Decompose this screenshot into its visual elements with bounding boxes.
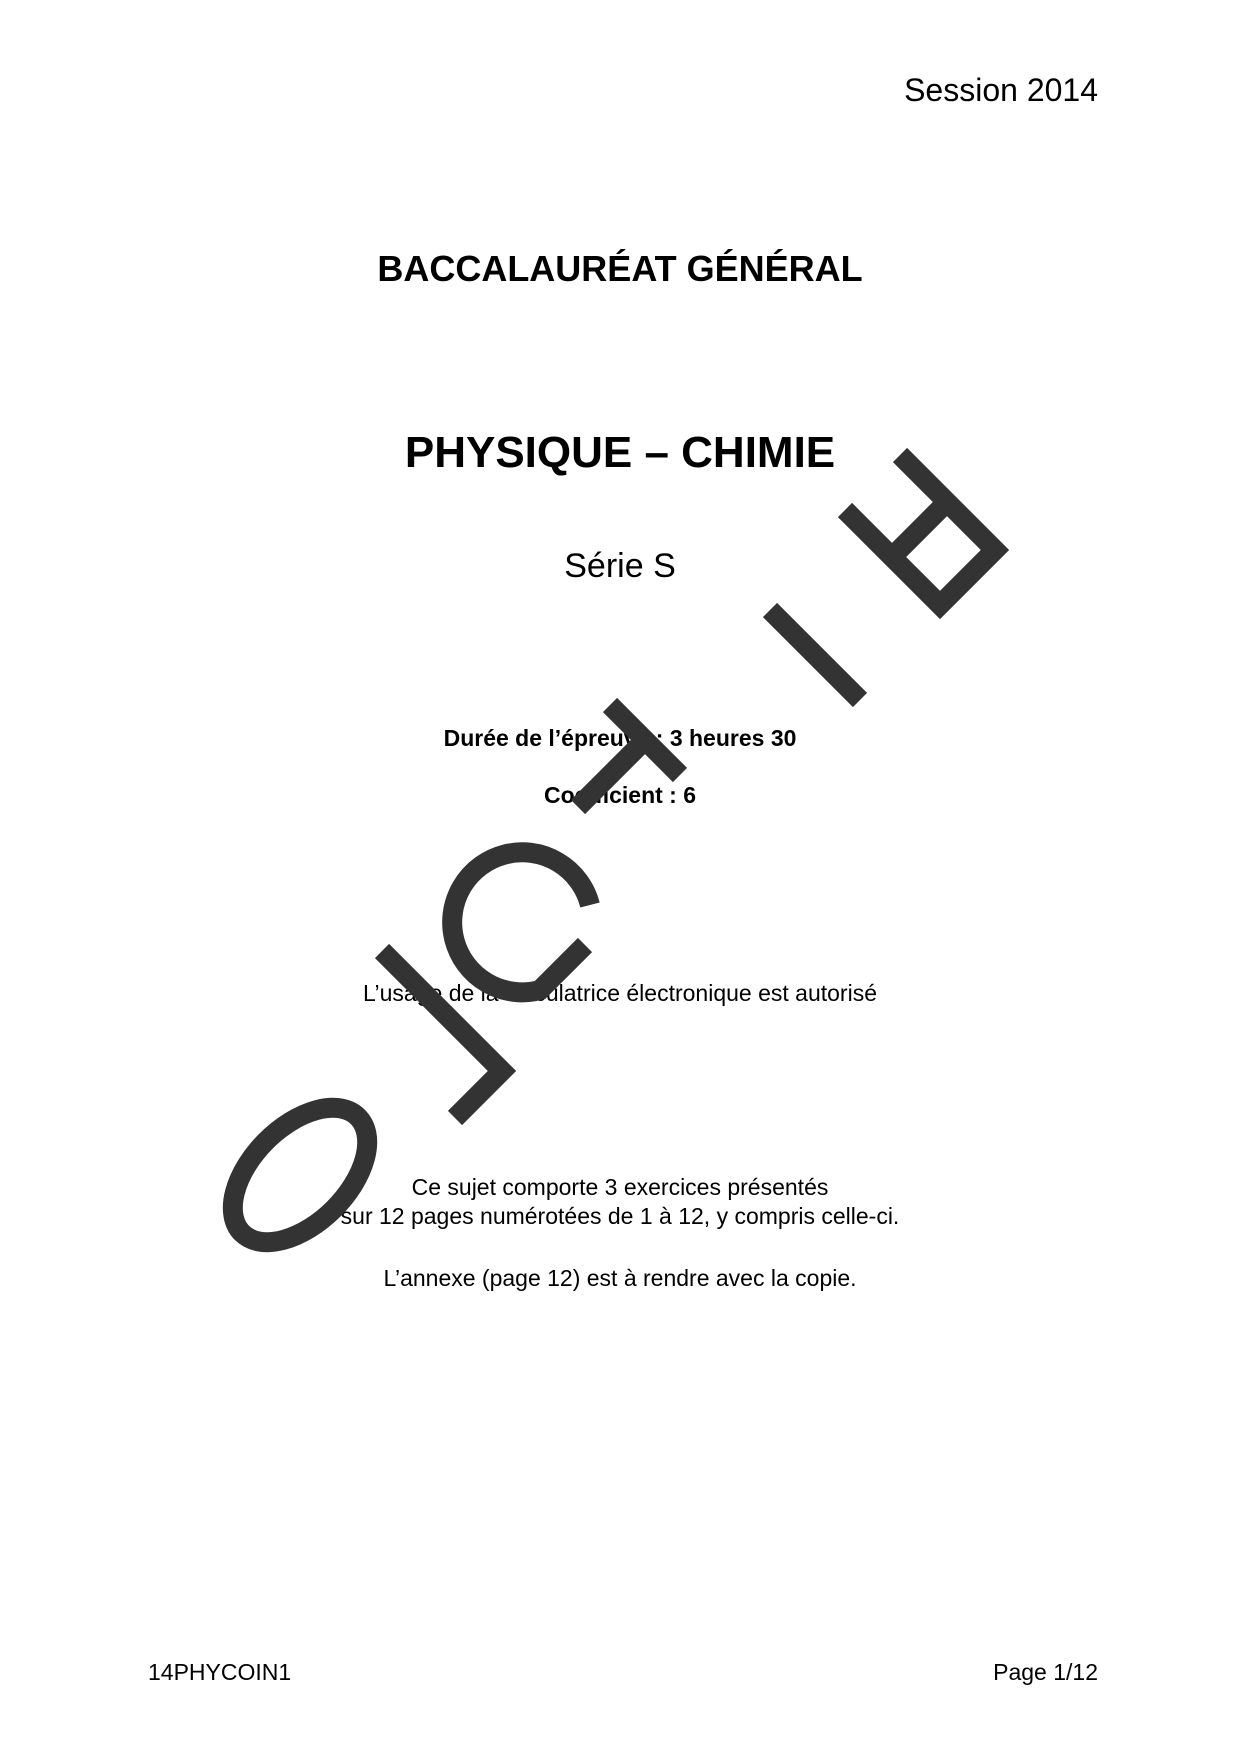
session-label: Session 2014 — [904, 72, 1098, 108]
pages-info-line-2: sur 12 pages numérotées de 1 à 12, y compris celle-ci. — [340, 1203, 900, 1229]
calculator-note: L’usage de la calculatrice électronique est autorisé — [363, 980, 877, 1006]
series-label: Série S — [564, 547, 676, 585]
footer-code: 14PHYCOIN1 — [148, 1659, 292, 1685]
pages-info — [0, 1173, 1240, 1231]
duration-label: Durée de l’épreuve : 3 heures 30 — [443, 725, 797, 751]
pages-info-line-1: Ce sujet comporte 3 exercices présentés — [411, 1174, 829, 1200]
exam-title: BACCALAURÉAT GÉNÉRAL — [377, 248, 863, 289]
annex-note: L’annexe (page 12) est à rendre avec la copie. — [383, 1265, 857, 1291]
watermark-letter-i — [770, 610, 860, 700]
coefficient-label: Coefficient : 6 — [543, 782, 697, 808]
subject-title: PHYSIQUE – CHIMIE — [404, 428, 836, 477]
footer-page-number: Page 1/12 — [993, 1659, 1098, 1685]
watermark-letter-l — [382, 951, 502, 1118]
watermark-letter-g — [452, 852, 590, 992]
